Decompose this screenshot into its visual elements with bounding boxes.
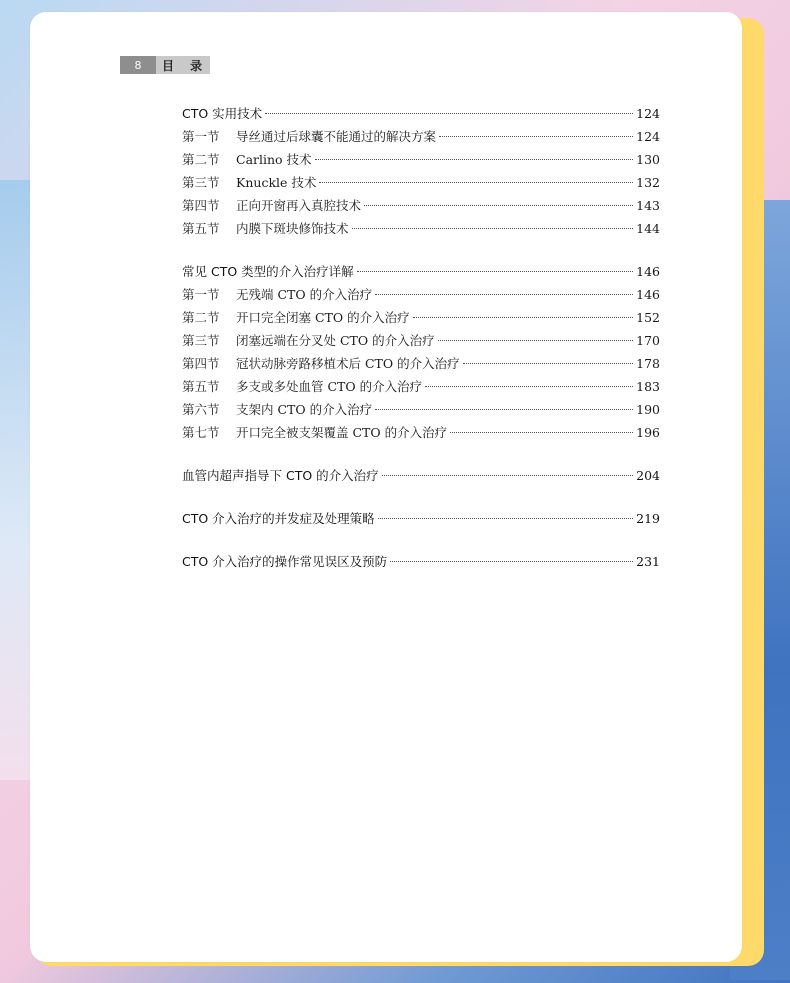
section-page-number: 196 — [636, 425, 660, 440]
section-title: 内膜下斑块修饰技术 — [236, 221, 349, 236]
section-label: 第二节 — [182, 310, 220, 325]
page-number: 8 — [120, 56, 156, 74]
toc-chapter-block — [182, 464, 660, 487]
section-title: 无残端 CTO 的介入治疗 — [236, 287, 373, 302]
toc-chapter-entry[interactable] — [182, 464, 660, 487]
toc-chapter-entry[interactable] — [182, 260, 660, 283]
dot-leader — [382, 475, 633, 476]
chapter-title: CTO 介入治疗的操作常见误区及预防 — [182, 554, 388, 569]
dot-leader — [315, 159, 634, 160]
dot-leader — [439, 136, 633, 137]
section-page-number: 183 — [636, 379, 660, 394]
section-page-number: 152 — [636, 310, 660, 325]
dot-leader — [357, 271, 633, 272]
dot-leader — [438, 340, 634, 341]
section-label: 第三节 — [182, 175, 220, 190]
chapter-title: 常见 CTO 类型的介入治疗详解 — [182, 264, 354, 279]
toc-section-entry[interactable] — [182, 283, 660, 306]
dot-leader — [378, 518, 633, 519]
toc-section-entry[interactable] — [182, 398, 660, 421]
section-page-number: 146 — [636, 287, 660, 302]
section-title: 开口完全闭塞 CTO 的介入治疗 — [236, 310, 410, 325]
section-title: 闭塞远端在分叉处 CTO 的介入治疗 — [236, 333, 435, 348]
dot-leader — [352, 228, 634, 229]
section-title: 开口完全被支架覆盖 CTO 的介入治疗 — [236, 425, 448, 440]
section-label: 第五节 — [182, 379, 220, 394]
toc-chapter-entry[interactable] — [182, 102, 660, 125]
section-page-number: 130 — [636, 152, 660, 167]
dot-leader — [265, 113, 633, 114]
section-title: 正向开窗再入真腔技术 — [236, 198, 362, 213]
chapter-title: 血管内超声指导下 CTO 的介入治疗 — [182, 468, 379, 483]
toc-section-entry[interactable] — [182, 329, 660, 352]
section-page-number: 132 — [636, 175, 660, 190]
chapter-page-number: 204 — [636, 468, 660, 483]
dot-leader — [319, 182, 633, 183]
toc-chapter-entry[interactable] — [182, 550, 660, 573]
toc-section-entry[interactable] — [182, 194, 660, 217]
dot-leader — [364, 205, 633, 206]
table-of-contents — [182, 102, 660, 593]
section-page-number: 178 — [636, 356, 660, 371]
chapter-page-number: 219 — [636, 511, 660, 526]
section-label: 第二节 — [182, 152, 220, 167]
section-label: 第四节 — [182, 198, 220, 213]
toc-section-entry[interactable] — [182, 171, 660, 194]
dot-leader — [375, 294, 633, 295]
section-label: 第一节 — [182, 287, 220, 302]
section-page-number: 144 — [636, 221, 660, 236]
section-page-number: 124 — [636, 129, 660, 144]
section-label: 第四节 — [182, 356, 220, 371]
toc-chapter-block — [182, 550, 660, 573]
section-page-number: 190 — [636, 402, 660, 417]
section-page-number: 170 — [636, 333, 660, 348]
chapter-page-number: 231 — [636, 554, 660, 569]
section-label: 第五节 — [182, 221, 220, 236]
dot-leader — [413, 317, 634, 318]
section-title: Knuckle 技术 — [236, 175, 317, 190]
section-label: 第一节 — [182, 129, 220, 144]
dot-leader — [375, 409, 633, 410]
toc-section-entry[interactable] — [182, 421, 660, 444]
toc-section-entry[interactable] — [182, 306, 660, 329]
section-label: 第七节 — [182, 425, 220, 440]
toc-section-entry[interactable] — [182, 352, 660, 375]
section-title: 导丝通过后球囊不能通过的解决方案 — [236, 129, 437, 144]
chapter-title: CTO 介入治疗的并发症及处理策略 — [182, 511, 375, 526]
toc-chapter-block — [182, 507, 660, 530]
section-title: 多支或多处血管 CTO 的介入治疗 — [236, 379, 423, 394]
toc-section-entry[interactable] — [182, 148, 660, 171]
section-title: 支架内 CTO 的介入治疗 — [236, 402, 373, 417]
dot-leader — [390, 561, 633, 562]
section-page-number: 143 — [636, 198, 660, 213]
document-page — [30, 12, 742, 962]
toc-chapter-entry[interactable] — [182, 507, 660, 530]
toc-chapter-block — [182, 102, 660, 240]
toc-section-entry[interactable] — [182, 125, 660, 148]
running-header-title: 目 录 — [162, 58, 209, 73]
toc-section-entry[interactable] — [182, 375, 660, 398]
dot-leader — [463, 363, 634, 364]
section-label: 第六节 — [182, 402, 220, 417]
section-label: 第三节 — [182, 333, 220, 348]
dot-leader — [450, 432, 633, 433]
chapter-title: CTO 实用技术 — [182, 106, 263, 121]
toc-chapter-block — [182, 260, 660, 444]
dot-leader — [425, 386, 633, 387]
toc-section-entry[interactable] — [182, 217, 660, 240]
section-title: 冠状动脉旁路移植术后 CTO 的介入治疗 — [236, 356, 460, 371]
chapter-page-number: 146 — [636, 264, 660, 279]
section-title: Carlino 技术 — [236, 152, 312, 167]
chapter-page-number: 124 — [636, 106, 660, 121]
